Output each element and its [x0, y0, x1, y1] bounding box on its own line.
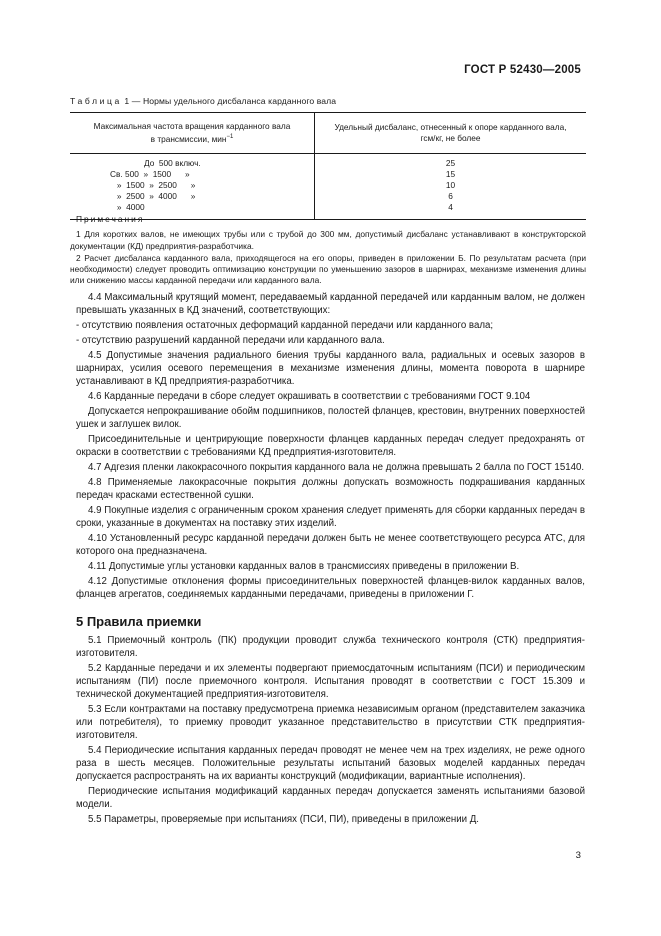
- table-header-row: [70, 113, 586, 154]
- paragraph: 4.9 Покупные изделия с ограниченным сроком хранения следует применять для сборки карданных передач в сроки, указанные в документах на поставку этих изделий.: [76, 505, 585, 529]
- imbalance-value: 15: [445, 169, 456, 179]
- imbalance-value: 4: [448, 202, 453, 212]
- imbalance-column-header: Удельный дисбаланс, отнесенный к опоре карданного вала, гсм/кг, не более: [315, 113, 587, 154]
- note-item: 2 Расчет дисбаланса карданного вала, приходящегося на его опоры, приведен в приложении Б. По результатам расчета (при необходимости) следует проводить оптимизацию конструкции по уменьшению зазоров в шарнирах, механизме изменения длины или снижению массы карданной передачи или карданного вала.: [70, 252, 586, 286]
- section-5-body: [76, 634, 585, 828]
- list-item: - отсутствию появления остаточных деформаций карданной передачи или карданного вала;: [76, 320, 494, 331]
- table-caption: [70, 96, 336, 106]
- paragraph: 5.3 Если контрактами на поставку предусмотрена приемка независимым органом (представителем заказчика или потребителя), то приемку проводит указанное представительство в присутствии СТК предприятия-изготовителя.: [76, 704, 585, 741]
- imbalance-value: 10: [445, 180, 456, 190]
- paragraph: 4.7 Адгезия пленки лакокрасочного покрытия карданного вала не должна превышать 2 балла по ГОСТ 15140.: [88, 462, 585, 473]
- imbalance-norms-table: [70, 112, 586, 220]
- table-row: [70, 154, 586, 220]
- section-5-title: 5 Правила приемки: [76, 614, 202, 629]
- paragraph: Периодические испытания модификаций карданных передач допускается заменять испытаниями базовой модели.: [76, 786, 585, 810]
- imbalance-value: 25: [445, 158, 456, 168]
- frequency-cell: [70, 154, 315, 220]
- paragraph: 4.8 Применяемые лакокрасочные покрытия должны допускать возможность подкрашивания карданных передач красками естественной сушки.: [76, 477, 585, 501]
- notes-title: Примечания: [76, 214, 145, 224]
- paragraph: 4.10 Установленный ресурс карданной передачи должен быть не менее соответствующего ресурса АТС, для которого она предназначена.: [76, 533, 585, 557]
- note-item: 1 Для коротких валов, не имеющих трубы или с трубой до 300 мм, допустимый дисбаланс устанавливают в конструкторской документации (КД) предприятия-разработчика.: [70, 229, 586, 251]
- paragraph: 5.4 Периодические испытания карданных передач проводят не менее чем на трех изделиях, не реже одного раза в шесть месяцев. Положительные результаты испытаний базовых моделей карданных передач допускается распространять на их варианты конструкций (модификации, вариантные исполнения).: [76, 745, 585, 782]
- frequency-value: » 4000: [110, 202, 145, 212]
- paragraph: 5.5 Параметры, проверяемые при испытаниях (ПСИ, ПИ), приведены в приложении Д.: [88, 814, 479, 825]
- frequency-value: До 500 включ.: [144, 158, 201, 168]
- imbalance-value: 6: [448, 191, 453, 201]
- paragraph: 4.11 Допустимые углы установки карданных валов в трансмиссиях приведены в приложении В.: [88, 561, 520, 572]
- standard-code: ГОСТ Р 52430—2005: [464, 64, 581, 76]
- page-number: 3: [575, 850, 581, 861]
- paragraph: 4.5 Допустимые значения радиального биения трубы карданного вала, радиальных и осевых зазоров в шарнирах, усилия осевого перемещения в механизме изменения длины, момента поворота в шарнире устанавливают в КД предприятия-разработчика.: [76, 350, 585, 387]
- paragraph: 4.6 Карданные передачи в сборе следует окрашивать в соответствии с требованиями ГОСТ 9.104: [88, 391, 531, 402]
- paragraph: 4.12 Допустимые отклонения формы присоединительных поверхностей фланцев-вилок карданных валов, фланцев агрегатов, соединяемых карданными передачами, приведены в приложении Г.: [76, 576, 585, 600]
- table-caption-text: 1 — Нормы удельного дисбаланса карданного вала: [121, 96, 337, 106]
- paragraph: 5.2 Карданные передачи и их элементы подвергают приемосдаточным испытаниям (ПСИ) и периодическим испытаниям (ПИ) после приемочного контроля. Испытания проводят в соответствии с ГОСТ 15.309 и технической документацией предприятия-изготовителя.: [76, 663, 585, 700]
- section-4-continuation: [76, 291, 585, 603]
- paragraph: 4.4 Максимальный крутящий момент, передаваемый карданной передачей или карданным валом, не должен превышать указанных в КД значений, соответствующих:: [76, 292, 585, 316]
- frequency-value: » 2500 » 4000 »: [110, 191, 196, 201]
- frequency-value: » 1500 » 2500 »: [110, 180, 196, 190]
- imbalance-cell: [315, 154, 587, 220]
- paragraph: 5.1 Приемочный контроль (ПК) продукции проводит служба технического контроля (СТК) предприятия-изготовителя.: [76, 635, 585, 659]
- frequency-column-header: Максимальная частота вращения карданного вала в трансмиссии, мин$^{-1}$: [70, 113, 315, 154]
- paragraph: Присоединительные и центрирующие поверхности фланцев карданных передач следует предохранять от окраски в соответствии с требованиями КД предприятия-изготовителя.: [76, 434, 585, 458]
- frequency-value: Св. 500 » 1500 »: [110, 169, 190, 179]
- table-notes: [70, 214, 586, 288]
- table-caption-word: Таблица: [70, 96, 122, 106]
- list-item: - отсутствию разрушений карданной передачи или карданного вала.: [76, 335, 385, 346]
- paragraph: Допускается непрокрашивание обойм подшипников, полостей фланцев, крестовин, внутренних поверхностей ушек и заглушек вилок.: [76, 406, 585, 430]
